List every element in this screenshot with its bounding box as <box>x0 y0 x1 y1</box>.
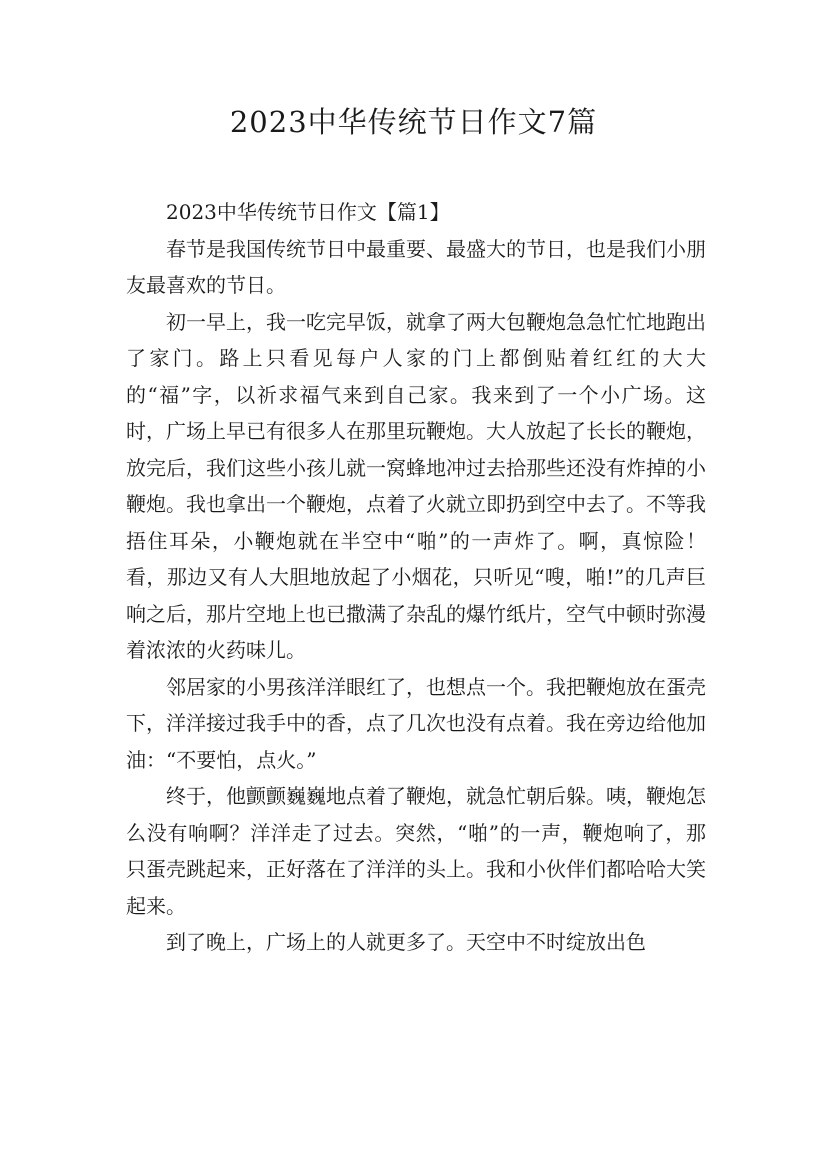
section-heading: 2023中华传统节日作文【篇1】 <box>166 200 450 224</box>
paragraph: 邻居家的小男孩洋洋眼红了，也想点一个。我把鞭炮放在蛋壳下，洋洋接过我手中的香，点了几次也没有点着。我在旁边给他加油：“不要怕，点火。” <box>126 674 706 772</box>
paragraph: 初一早上，我一吃完早饭，就拿了两大包鞭炮急急忙忙地跑出了家门。路上只看见每户人家的门上都倒贴着红红的大大的“福”字，以祈求福气来到自己家。我来到了一个小广场。这时，广场上早已有很多人在那里玩鞭炮。大人放起了长长的鞭炮，放完后，我们这些小孩儿就一窝蜂地冲过去拾那些还没有炸掉的小鞭炮。我也拿出一个鞭炮，点着了火就立即扔到空中去了。不等我捂住耳朵，小鞭炮就在半空中“啪”的一声炸了。啊，真惊险！看，那边又有人大胆地放起了小烟花，只听见“嗖，啪!”的几声巨响之后，那片空地上也已撒满了杂乱的爆竹纸片，空气中顿时弥漫着浓浓的火药味儿。 <box>126 309 706 662</box>
document-title: 2023中华传统节日作文7篇 <box>229 105 598 139</box>
paragraph: 春节是我国传统节日中最重要、最盛大的节日，也是我们小朋友最喜欢的节日。 <box>126 236 706 297</box>
paragraph: 到了晚上，广场上的人就更多了。天空中不时绽放出色 <box>166 930 646 954</box>
paragraph: 终于，他颤颤巍巍地点着了鞭炮，就急忙朝后躲。咦，鞭炮怎么没有响啊？洋洋走了过去。突然，“啪”的一声，鞭炮响了，那只蛋壳跳起来，正好落在了洋洋的头上。我和小伙伴们都哈哈大笑起来。 <box>126 784 706 918</box>
document-body <box>126 194 706 961</box>
